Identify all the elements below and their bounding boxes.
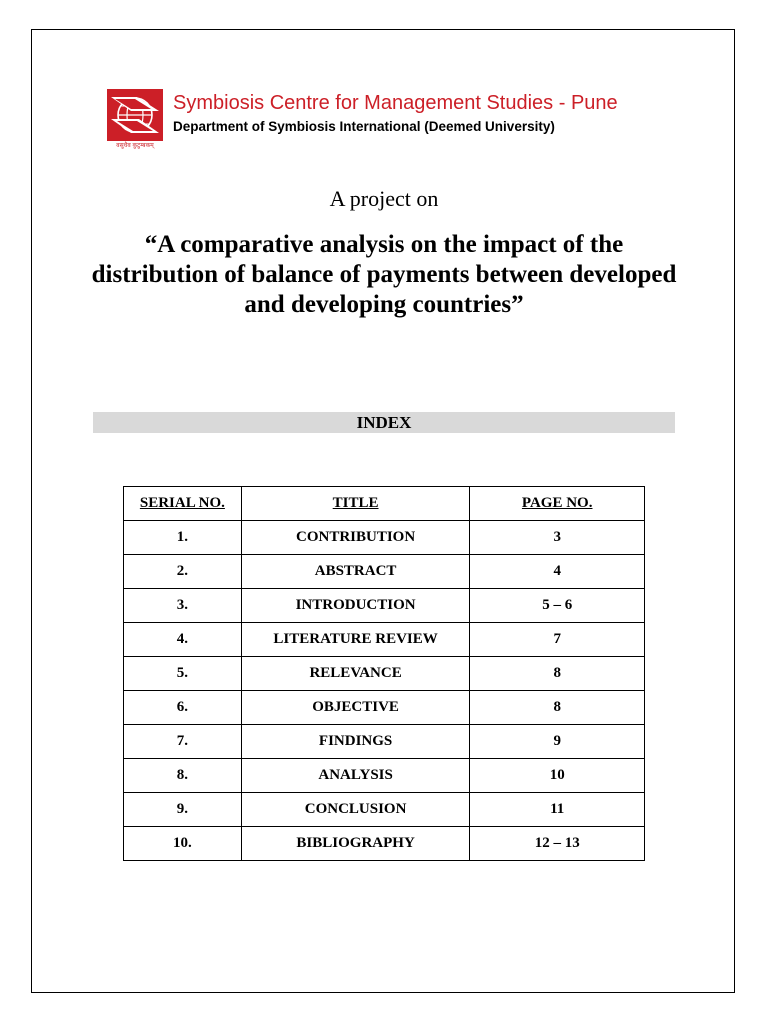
cell-title: FINDINGS [241,725,470,759]
table-row [124,657,645,691]
cell-page: 4 [470,555,645,589]
cell-page: 12 – 13 [470,827,645,861]
cell-title: OBJECTIVE [241,691,470,725]
cell-page: 7 [470,623,645,657]
cell-title: CONTRIBUTION [241,521,470,555]
cell-title: ANALYSIS [241,759,470,793]
cell-serial: 8. [124,759,242,793]
cell-page: 8 [470,691,645,725]
cell-page: 10 [470,759,645,793]
table-row [124,623,645,657]
institution-motto: वसुधैव कुटुम्बकम् [116,142,154,149]
cell-serial: 4. [124,623,242,657]
institution-name: Symbiosis Centre for Management Studies - Pune [173,92,618,114]
table-row [124,759,645,793]
cell-serial: 1. [124,521,242,555]
globe-s-logo-icon [107,89,163,141]
index-table [123,486,645,861]
cell-serial: 9. [124,793,242,827]
table-row [124,793,645,827]
project-title: “A comparative analysis on the impact of the distribution of balance of payments between developed and developing countries” [91,231,677,318]
column-header-page: PAGE NO. [470,487,645,521]
cell-title: LITERATURE REVIEW [241,623,470,657]
cell-title: CONCLUSION [241,793,470,827]
table-header-row [124,487,645,521]
cell-title: INTRODUCTION [241,589,470,623]
cell-serial: 10. [124,827,242,861]
cell-serial: 5. [124,657,242,691]
cell-title: ABSTRACT [241,555,470,589]
table-row [124,521,645,555]
column-header-serial: SERIAL NO. [124,487,242,521]
cell-page: 11 [470,793,645,827]
cell-serial: 2. [124,555,242,589]
cell-title: RELEVANCE [241,657,470,691]
table-row [124,555,645,589]
cell-page: 3 [470,521,645,555]
institution-department: Department of Symbiosis International (Deemed University) [173,119,555,134]
cell-serial: 7. [124,725,242,759]
table-row [124,725,645,759]
table-row [124,589,645,623]
cell-page: 8 [470,657,645,691]
index-heading: INDEX [93,412,675,433]
table-row [124,827,645,861]
symbiosis-logo [107,89,163,149]
cell-title: BIBLIOGRAPHY [241,827,470,861]
table-row [124,691,645,725]
project-intro: A project on [329,186,439,211]
column-header-title: TITLE [241,487,470,521]
cell-page: 9 [470,725,645,759]
cell-serial: 6. [124,691,242,725]
cell-serial: 3. [124,589,242,623]
cell-page: 5 – 6 [470,589,645,623]
